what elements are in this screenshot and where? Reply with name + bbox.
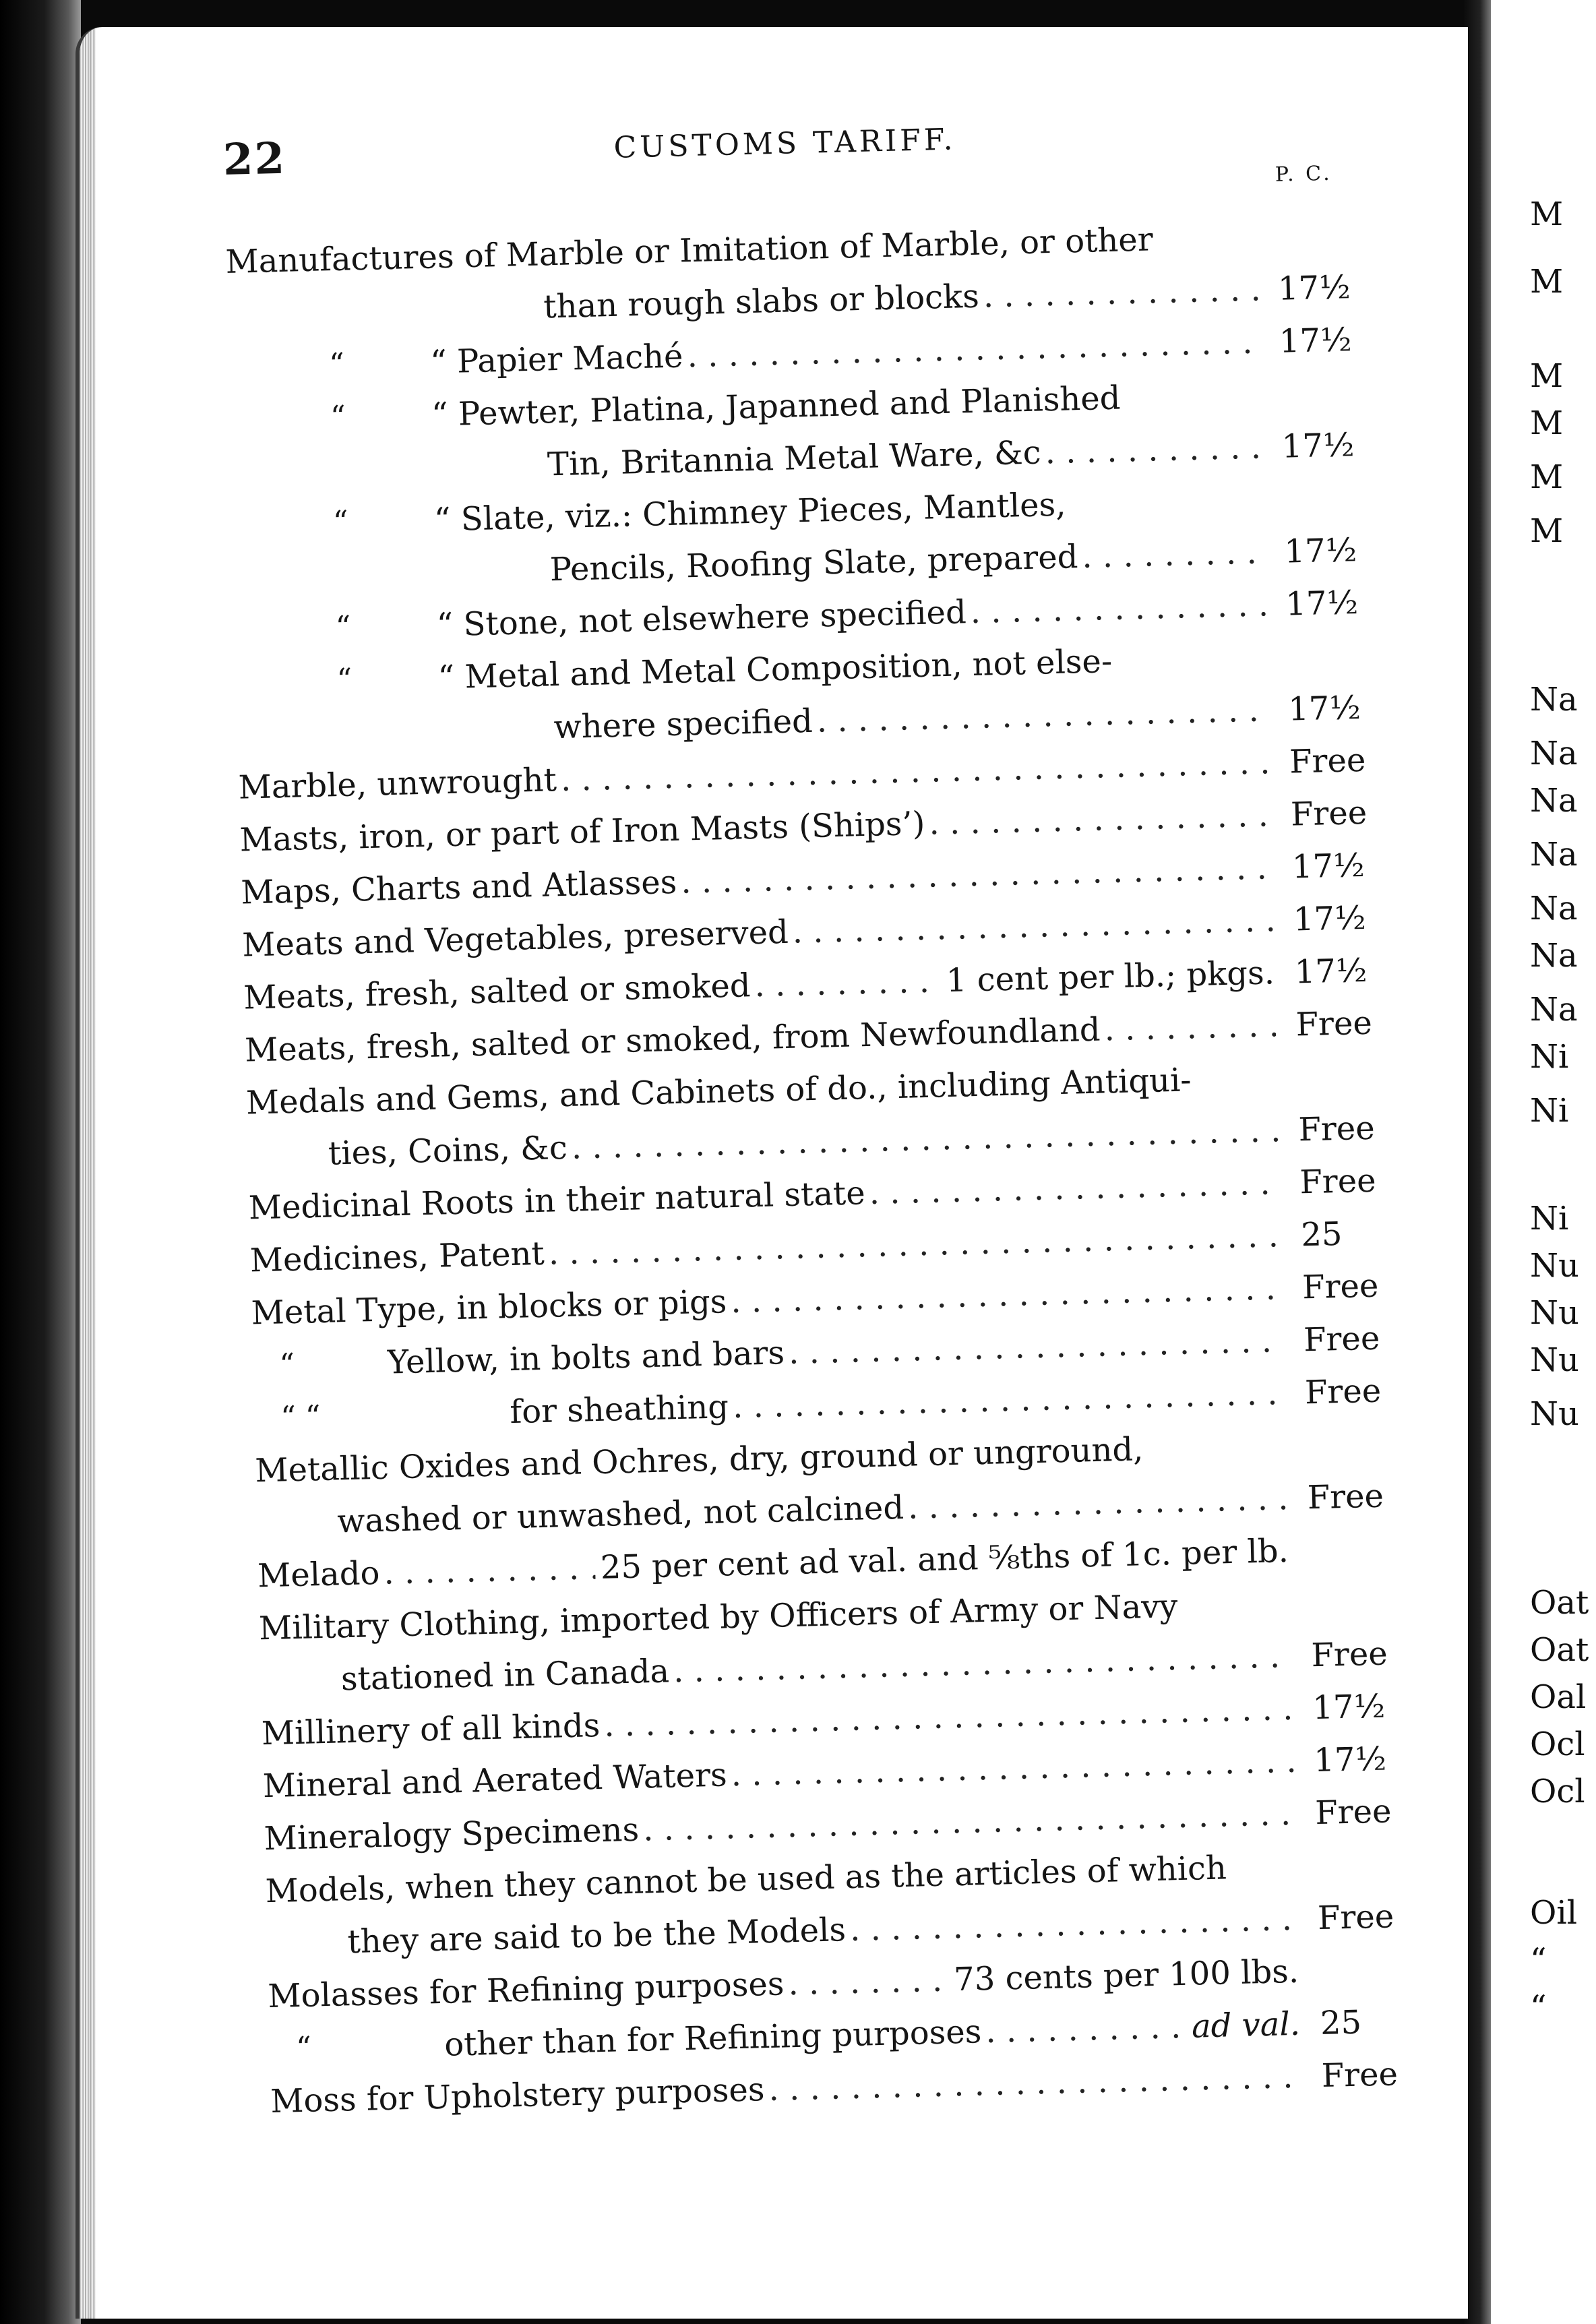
tariff-rate: 25 — [1300, 1215, 1343, 1254]
dot-leader — [979, 264, 1258, 323]
tariff-rate: 17½ — [1313, 1740, 1387, 1780]
tariff-item-text: “ Stone, not elsewhere specified — [436, 593, 967, 644]
tariff-item-text: Maps, Charts and Atlasses — [240, 863, 677, 912]
tariff-rate: 17½ — [1283, 531, 1357, 571]
tariff-item-text: “ Pewter, Platina, Japanned and Planished — [431, 379, 1122, 434]
dot-leader — [1100, 999, 1277, 1056]
tariff-item-text: where specified — [553, 702, 814, 747]
tariff-item-text: Mineralogy Specimens — [264, 1810, 640, 1858]
tariff-item-text: Medicinal Roots in their natural state — [248, 1174, 866, 1227]
facing-page-fragment: Oil — [1530, 1894, 1578, 1932]
tariff-item-text: Melado — [257, 1554, 381, 1595]
tariff-item-text: Meats and Vegetables, preserved — [241, 913, 789, 965]
tariff-rate: Free — [1321, 2055, 1399, 2096]
dot-leader — [865, 1157, 1281, 1219]
dot-leader — [379, 1541, 595, 1599]
facing-page-fragment: Na — [1530, 991, 1578, 1029]
tariff-rate: 17½ — [1294, 951, 1368, 991]
ditto-mark: “ — [335, 609, 352, 645]
tariff-item-text: “ Metal and Metal Composition, not else- — [437, 642, 1113, 697]
facing-page-fragment: Ni — [1530, 1038, 1569, 1076]
facing-page-fragment: Oat — [1530, 1631, 1589, 1669]
facing-page-fragment: Ni — [1530, 1092, 1569, 1130]
tariff-item-text: Marble, unwrought — [237, 761, 557, 807]
tariff-item-text: Medals and Gems, and Cabinets of do., including Antiqui- — [245, 1061, 1192, 1122]
ditto-mark: “ — [330, 399, 346, 435]
tariff-rate: Free — [1310, 1634, 1388, 1675]
facing-page-fragment: M — [1530, 458, 1564, 496]
tariff-rate: 17½ — [1279, 321, 1353, 361]
dot-leader — [903, 1472, 1288, 1534]
tariff-item-text: for sheathing — [509, 1388, 729, 1432]
tariff-rate: 17½ — [1285, 584, 1359, 623]
running-title: CUSTOMS TARIFF. — [613, 122, 957, 165]
book-gutter — [1464, 0, 1491, 2324]
tariff-item-text: they are said to be the Models — [346, 1911, 847, 1961]
tariff-rate: 17½ — [1312, 1687, 1386, 1727]
facing-page-fragment: Oat — [1530, 1584, 1589, 1622]
tariff-item-text: Meats, fresh, salted or smoked — [243, 967, 751, 1017]
tariff-item-text: Models, when they cannot be used as the articles of which — [265, 1849, 1227, 1911]
facing-page-fragment: “ — [1530, 1988, 1547, 2026]
tariff-rate: Free — [1290, 793, 1368, 834]
tariff-rate: 17½ — [1287, 688, 1361, 729]
facing-page-fragment: Ocl — [1530, 1725, 1585, 1763]
tariff-rate: Free — [1299, 1161, 1377, 1202]
tariff-rate: Free — [1304, 1372, 1382, 1412]
facing-page-fragment: Nu — [1530, 1294, 1579, 1332]
tariff-rate: Free — [1297, 1109, 1376, 1149]
tariff-rate: 25 — [1320, 2003, 1362, 2043]
tariff-item-text: Masts, iron, or part of Iron Masts (Ships’) — [239, 804, 926, 859]
facing-page-fragment: Na — [1530, 681, 1578, 718]
ditto-mark: “ — [328, 346, 345, 382]
facing-page-fragment: M — [1530, 263, 1564, 301]
tariff-rate: 17½ — [1291, 846, 1365, 886]
dot-leader — [1077, 526, 1264, 583]
facing-page-fragment: Na — [1530, 836, 1578, 874]
tariff-rate: 17½ — [1281, 426, 1355, 466]
dot-leader — [1041, 421, 1262, 479]
tariff-rate: 17½ — [1293, 898, 1367, 939]
tariff-item-text: ties, Coins, &c — [328, 1128, 568, 1173]
tariff-rate: 17½ — [1277, 268, 1351, 308]
tariff-item-text: Manufactures of Marble or Imitation of Marble, or other — [224, 220, 1154, 281]
tariff-item-text: Yellow, in bolts and bars — [386, 1334, 785, 1382]
tariff-item-text: Molasses for Refining purposes — [267, 1965, 785, 2016]
tariff-item-text: Moss for Upholstery purposes — [270, 2071, 766, 2121]
tariff-item-text: Military Clothing, imported by Officers of Army or Navy — [258, 1587, 1179, 1648]
tariff-item-text: “ Slate, viz.: Chimney Pieces, Mantles, — [433, 485, 1067, 539]
facing-page-fragment: M — [1530, 357, 1564, 395]
tariff-rate: Free — [1317, 1897, 1394, 1938]
facing-page-text — [1496, 0, 1596, 2324]
tariff-rate: Free — [1295, 1004, 1373, 1044]
dot-leader — [783, 1954, 949, 2011]
dot-leader — [750, 954, 942, 1012]
tariff-item-text: Tin, Britannia Metal Ware, &c — [547, 433, 1042, 484]
page-edges — [80, 27, 96, 2319]
tariff-item-text: Metal Type, in blocks or pigs — [251, 1283, 727, 1333]
ditto-mark: “ — [336, 662, 352, 698]
facing-page-fragment: Nu — [1530, 1341, 1579, 1379]
page-number: 22 — [222, 133, 286, 185]
facing-page-fragment: Nu — [1530, 1395, 1579, 1433]
tariff-item-text: “ Papier Maché — [429, 337, 684, 381]
tariff-rate: Free — [1289, 741, 1366, 781]
tariff-item-text: Meats, fresh, salted or smoked, from Newfoundland — [244, 1010, 1101, 1070]
tariff-item-detail: 1 cent per lb.; pkgs. — [946, 954, 1275, 1000]
tariff-item-detail: 25 per cent ad val. and ⅝ths of 1c. per lb. — [600, 1531, 1289, 1587]
tariff-item-text: Metallic Oxides and Ochres, dry, ground or unground, — [254, 1430, 1144, 1490]
tariff-rate: Free — [1307, 1477, 1384, 1517]
facing-page-fragment: Nu — [1530, 1247, 1579, 1285]
tariff-item-text: Mineral and Aerated Waters — [262, 1756, 728, 1806]
ditto-mark: “ — [332, 504, 349, 540]
facing-page-fragment: M — [1530, 512, 1564, 550]
facing-page-fragment: M — [1530, 195, 1564, 233]
facing-page-fragment: Na — [1530, 782, 1578, 820]
tariff-item-text: washed or unwashed, not calcined — [336, 1488, 904, 1541]
tariff-entries — [225, 206, 1471, 2128]
tariff-item-text: Pencils, Roofing Slate, prepared — [549, 538, 1078, 589]
facing-page-fragment: M — [1530, 404, 1564, 442]
tariff-item-text: other than for Refining purposes — [443, 2013, 982, 2064]
ditto-mark: “ “ — [280, 1399, 321, 1435]
tariff-rate: Free — [1301, 1266, 1379, 1307]
dot-leader — [981, 2000, 1187, 2058]
facing-page-fragment: Na — [1530, 937, 1578, 975]
facing-page-fragment: Na — [1530, 735, 1578, 772]
tariff-rate: Free — [1303, 1319, 1380, 1359]
book-spine-shadow — [0, 0, 81, 2324]
ditto-mark: “ — [295, 2030, 312, 2066]
tariff-item-text: than rough slabs or blocks — [543, 277, 980, 326]
tariff-item-detail: 73 cents per 100 lbs. — [953, 1952, 1299, 1999]
tariff-item-text: Medicines, Patent — [249, 1234, 545, 1280]
ditto-mark: “ — [278, 1347, 295, 1382]
tariff-rate: Free — [1314, 1792, 1392, 1833]
facing-page-fragment: Ocl — [1530, 1773, 1585, 1810]
tariff-item-detail: ad val. — [1191, 2005, 1301, 2046]
dot-leader — [924, 789, 1271, 850]
tariff-item-text: stationed in Canada — [340, 1652, 670, 1699]
rate-column-header: P. C. — [1275, 161, 1332, 187]
facing-page-fragment: Ni — [1530, 1200, 1569, 1237]
dot-leader — [966, 578, 1266, 638]
facing-page-fragment: Oal — [1530, 1678, 1587, 1716]
tariff-item-text: Millinery of all kinds — [261, 1707, 601, 1753]
facing-page-fragment: “ — [1530, 1941, 1547, 1979]
facing-page-fragment: Na — [1530, 890, 1578, 927]
